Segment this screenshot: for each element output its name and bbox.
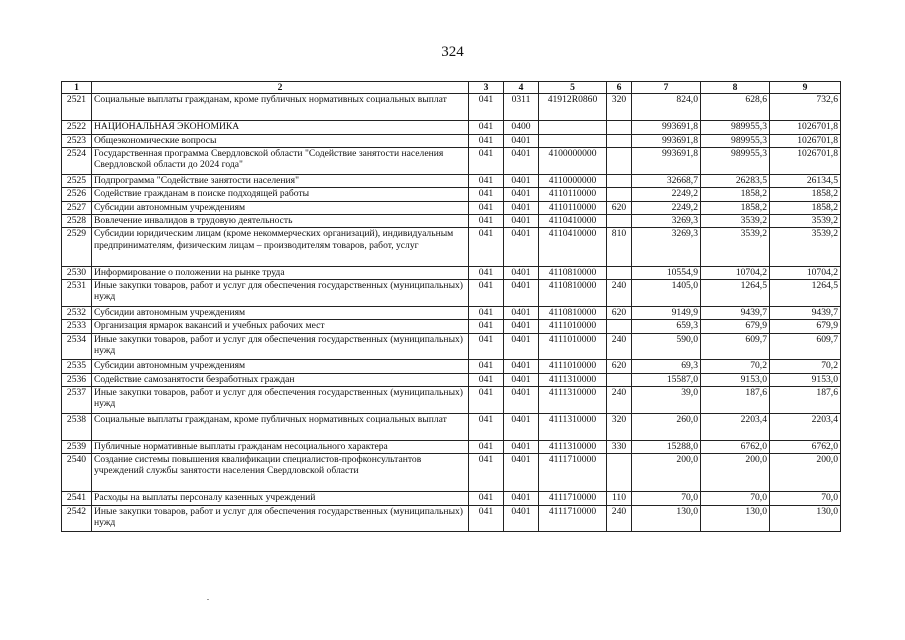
table-row — [62, 228, 841, 266]
header-cell: 8 — [701, 82, 770, 94]
ministry-code-cell: 041 — [469, 94, 504, 121]
budget-table — [61, 81, 841, 532]
table-row — [62, 360, 841, 373]
amount-year3-cell: 130,0 — [770, 505, 841, 532]
section-code-cell: 0401 — [504, 228, 539, 266]
table-row — [62, 440, 841, 453]
expense-type-cell: 620 — [607, 306, 632, 319]
header-cell: 9 — [770, 82, 841, 94]
expense-type-cell: 240 — [607, 387, 632, 414]
ministry-code-cell: 041 — [469, 201, 504, 214]
item-name-cell: Государственная программа Свердловской области "Содействие занятости населения Свердловской области до 2024 года" — [92, 147, 469, 174]
row-number-cell: 2525 — [62, 174, 92, 187]
table-row — [62, 320, 841, 333]
amount-year3-cell: 200,0 — [770, 454, 841, 492]
amount-year2-cell: 3539,2 — [701, 228, 770, 266]
table-row — [62, 94, 841, 121]
row-number-cell: 2541 — [62, 492, 92, 505]
scan-dot — [207, 599, 209, 600]
header-cell: 1 — [62, 82, 92, 94]
table-row — [62, 121, 841, 134]
expense-type-cell: 320 — [607, 413, 632, 440]
target-article-cell: 4110410000 — [539, 214, 607, 227]
item-name-cell: Подпрограмма "Содействие занятости населения" — [92, 174, 469, 187]
amount-year1-cell: 70,0 — [632, 492, 701, 505]
item-name-cell: Субсидии автономным учреждениям — [92, 201, 469, 214]
expense-type-cell: 810 — [607, 228, 632, 266]
amount-year3-cell: 70,2 — [770, 360, 841, 373]
target-article-cell: 4110110000 — [539, 188, 607, 201]
target-article-cell: 4110810000 — [539, 266, 607, 279]
section-code-cell: 0401 — [504, 413, 539, 440]
item-name-cell: НАЦИОНАЛЬНАЯ ЭКОНОМИКА — [92, 121, 469, 134]
row-number-cell: 2539 — [62, 440, 92, 453]
target-article-cell: 4111710000 — [539, 492, 607, 505]
ministry-code-cell: 041 — [469, 279, 504, 306]
section-code-cell: 0401 — [504, 387, 539, 414]
target-article-cell: 41912R0860 — [539, 94, 607, 121]
section-code-cell: 0401 — [504, 440, 539, 453]
expense-type-cell: 240 — [607, 279, 632, 306]
section-code-cell: 0401 — [504, 373, 539, 386]
target-article-cell: 4110410000 — [539, 228, 607, 266]
header-cell: 4 — [504, 82, 539, 94]
section-code-cell: 0401 — [504, 188, 539, 201]
expense-type-cell: 320 — [607, 94, 632, 121]
section-code-cell: 0401 — [504, 214, 539, 227]
amount-year3-cell: 732,6 — [770, 94, 841, 121]
item-name-cell: Субсидии юридическим лицам (кроме некоммерческих организаций), индивидуальным предпринимателям, физическим лицам – производителям товаров, работ, услуг — [92, 228, 469, 266]
amount-year3-cell: 609,7 — [770, 333, 841, 360]
amount-year3-cell: 9153,0 — [770, 373, 841, 386]
table-row — [62, 373, 841, 386]
expense-type-cell — [607, 134, 632, 147]
expense-type-cell — [607, 454, 632, 492]
expense-type-cell: 330 — [607, 440, 632, 453]
ministry-code-cell: 041 — [469, 174, 504, 187]
amount-year1-cell: 130,0 — [632, 505, 701, 532]
target-article-cell: 4111010000 — [539, 360, 607, 373]
item-name-cell: Иные закупки товаров, работ и услуг для обеспечения государственных (муниципальных) нужд — [92, 387, 469, 414]
target-article-cell: 4111310000 — [539, 387, 607, 414]
section-code-cell: 0401 — [504, 306, 539, 319]
amount-year1-cell: 32668,7 — [632, 174, 701, 187]
page-number: 324 — [441, 44, 464, 60]
ministry-code-cell: 041 — [469, 266, 504, 279]
target-article-cell — [539, 121, 607, 134]
item-name-cell: Иные закупки товаров, работ и услуг для обеспечения государственных (муниципальных) нужд — [92, 279, 469, 306]
amount-year1-cell: 260,0 — [632, 413, 701, 440]
amount-year2-cell: 187,6 — [701, 387, 770, 414]
row-number-cell: 2534 — [62, 333, 92, 360]
section-code-cell: 0401 — [504, 147, 539, 174]
table-row — [62, 174, 841, 187]
section-code-cell: 0311 — [504, 94, 539, 121]
row-number-cell: 2523 — [62, 134, 92, 147]
table-row — [62, 214, 841, 227]
item-name-cell: Субсидии автономным учреждениям — [92, 360, 469, 373]
header-cell: 5 — [539, 82, 607, 94]
amount-year1-cell: 3269,3 — [632, 228, 701, 266]
amount-year2-cell: 1264,5 — [701, 279, 770, 306]
expense-type-cell — [607, 373, 632, 386]
expense-type-cell — [607, 188, 632, 201]
table-row — [62, 454, 841, 492]
ministry-code-cell: 041 — [469, 373, 504, 386]
item-name-cell: Создание системы повышения квалификации специалистов-профконсультантов учреждений службы занятости населения Свердловской области — [92, 454, 469, 492]
amount-year3-cell: 9439,7 — [770, 306, 841, 319]
expense-type-cell — [607, 147, 632, 174]
expense-type-cell — [607, 121, 632, 134]
amount-year3-cell: 1858,2 — [770, 188, 841, 201]
section-code-cell: 0401 — [504, 492, 539, 505]
ministry-code-cell: 041 — [469, 306, 504, 319]
ministry-code-cell: 041 — [469, 440, 504, 453]
amount-year2-cell: 679,9 — [701, 320, 770, 333]
amount-year3-cell: 3539,2 — [770, 228, 841, 266]
expense-type-cell — [607, 174, 632, 187]
target-article-cell: 4111010000 — [539, 320, 607, 333]
amount-year1-cell: 2249,2 — [632, 188, 701, 201]
table-row — [62, 279, 841, 306]
section-code-cell: 0401 — [504, 333, 539, 360]
ministry-code-cell: 041 — [469, 147, 504, 174]
expense-type-cell: 240 — [607, 505, 632, 532]
row-number-cell: 2538 — [62, 413, 92, 440]
expense-type-cell — [607, 266, 632, 279]
row-number-cell: 2530 — [62, 266, 92, 279]
table-row — [62, 188, 841, 201]
table-row — [62, 387, 841, 414]
expense-type-cell: 110 — [607, 492, 632, 505]
item-name-cell: Социальные выплаты гражданам, кроме публичных нормативных социальных выплат — [92, 94, 469, 121]
ministry-code-cell: 041 — [469, 492, 504, 505]
item-name-cell: Иные закупки товаров, работ и услуг для обеспечения государственных (муниципальных) нужд — [92, 333, 469, 360]
expense-type-cell — [607, 214, 632, 227]
amount-year1-cell: 10554,9 — [632, 266, 701, 279]
ministry-code-cell: 041 — [469, 214, 504, 227]
table-row — [62, 306, 841, 319]
item-name-cell: Социальные выплаты гражданам, кроме публичных нормативных социальных выплат — [92, 413, 469, 440]
section-code-cell: 0401 — [504, 201, 539, 214]
amount-year1-cell: 1405,0 — [632, 279, 701, 306]
ministry-code-cell: 041 — [469, 505, 504, 532]
amount-year1-cell: 993691,8 — [632, 134, 701, 147]
section-code-cell: 0401 — [504, 320, 539, 333]
target-article-cell: 4111310000 — [539, 413, 607, 440]
amount-year1-cell: 200,0 — [632, 454, 701, 492]
item-name-cell: Общеэкономические вопросы — [92, 134, 469, 147]
expense-type-cell: 620 — [607, 201, 632, 214]
amount-year3-cell: 3539,2 — [770, 214, 841, 227]
amount-year2-cell: 70,0 — [701, 492, 770, 505]
amount-year2-cell: 70,2 — [701, 360, 770, 373]
header-cell: 2 — [92, 82, 469, 94]
table-row — [62, 134, 841, 147]
row-number-cell: 2526 — [62, 188, 92, 201]
section-code-cell: 0401 — [504, 134, 539, 147]
ministry-code-cell: 041 — [469, 454, 504, 492]
amount-year3-cell: 679,9 — [770, 320, 841, 333]
section-code-cell: 0401 — [504, 279, 539, 306]
header-row — [62, 82, 841, 94]
amount-year3-cell: 1026701,8 — [770, 121, 841, 134]
ministry-code-cell: 041 — [469, 387, 504, 414]
target-article-cell: 4110110000 — [539, 201, 607, 214]
table-row — [62, 505, 841, 532]
amount-year2-cell: 130,0 — [701, 505, 770, 532]
ministry-code-cell: 041 — [469, 188, 504, 201]
amount-year1-cell: 69,3 — [632, 360, 701, 373]
amount-year1-cell: 993691,8 — [632, 121, 701, 134]
row-number-cell: 2524 — [62, 147, 92, 174]
row-number-cell: 2529 — [62, 228, 92, 266]
item-name-cell: Вовлечение инвалидов в трудовую деятельность — [92, 214, 469, 227]
amount-year1-cell: 3269,3 — [632, 214, 701, 227]
table-row — [62, 413, 841, 440]
section-code-cell: 0400 — [504, 121, 539, 134]
amount-year3-cell: 26134,5 — [770, 174, 841, 187]
row-number-cell: 2528 — [62, 214, 92, 227]
amount-year2-cell: 2203,4 — [701, 413, 770, 440]
header-cell: 3 — [469, 82, 504, 94]
table-row — [62, 147, 841, 174]
amount-year2-cell: 6762,0 — [701, 440, 770, 453]
amount-year3-cell: 1858,2 — [770, 201, 841, 214]
amount-year3-cell: 1026701,8 — [770, 147, 841, 174]
amount-year1-cell: 824,0 — [632, 94, 701, 121]
amount-year3-cell: 10704,2 — [770, 266, 841, 279]
item-name-cell: Иные закупки товаров, работ и услуг для обеспечения государственных (муниципальных) нужд — [92, 505, 469, 532]
section-code-cell: 0401 — [504, 360, 539, 373]
amount-year2-cell: 26283,5 — [701, 174, 770, 187]
amount-year2-cell: 609,7 — [701, 333, 770, 360]
amount-year1-cell: 9149,9 — [632, 306, 701, 319]
row-number-cell: 2531 — [62, 279, 92, 306]
table-row — [62, 333, 841, 360]
section-code-cell: 0401 — [504, 174, 539, 187]
target-article-cell: 4111010000 — [539, 333, 607, 360]
row-number-cell: 2532 — [62, 306, 92, 319]
amount-year1-cell: 39,0 — [632, 387, 701, 414]
amount-year1-cell: 15288,0 — [632, 440, 701, 453]
item-name-cell: Организация ярмарок вакансий и учебных рабочих мест — [92, 320, 469, 333]
amount-year2-cell: 200,0 — [701, 454, 770, 492]
target-article-cell: 4110000000 — [539, 174, 607, 187]
amount-year3-cell: 2203,4 — [770, 413, 841, 440]
item-name-cell: Публичные нормативные выплаты гражданам несоциального характера — [92, 440, 469, 453]
ministry-code-cell: 041 — [469, 360, 504, 373]
target-article-cell: 4111710000 — [539, 454, 607, 492]
section-code-cell: 0401 — [504, 454, 539, 492]
amount-year1-cell: 2249,2 — [632, 201, 701, 214]
row-number-cell: 2542 — [62, 505, 92, 532]
amount-year1-cell: 659,3 — [632, 320, 701, 333]
header-cell: 6 — [607, 82, 632, 94]
amount-year1-cell: 993691,8 — [632, 147, 701, 174]
ministry-code-cell: 041 — [469, 134, 504, 147]
target-article-cell: 4100000000 — [539, 147, 607, 174]
ministry-code-cell: 041 — [469, 228, 504, 266]
expense-type-cell: 240 — [607, 333, 632, 360]
ministry-code-cell: 041 — [469, 121, 504, 134]
target-article-cell: 4111710000 — [539, 505, 607, 532]
amount-year2-cell: 1858,2 — [701, 188, 770, 201]
amount-year3-cell: 187,6 — [770, 387, 841, 414]
row-number-cell: 2535 — [62, 360, 92, 373]
row-number-cell: 2537 — [62, 387, 92, 414]
item-name-cell: Субсидии автономным учреждениям — [92, 306, 469, 319]
amount-year2-cell: 9153,0 — [701, 373, 770, 386]
amount-year2-cell: 989955,3 — [701, 134, 770, 147]
target-article-cell — [539, 134, 607, 147]
item-name-cell: Содействие самозанятости безработных граждан — [92, 373, 469, 386]
amount-year1-cell: 590,0 — [632, 333, 701, 360]
row-number-cell: 2540 — [62, 454, 92, 492]
amount-year2-cell: 10704,2 — [701, 266, 770, 279]
section-code-cell: 0401 — [504, 266, 539, 279]
row-number-cell: 2522 — [62, 121, 92, 134]
target-article-cell: 4110810000 — [539, 306, 607, 319]
item-name-cell: Расходы на выплаты персоналу казенных учреждений — [92, 492, 469, 505]
row-number-cell: 2527 — [62, 201, 92, 214]
ministry-code-cell: 041 — [469, 413, 504, 440]
amount-year1-cell: 15587,0 — [632, 373, 701, 386]
item-name-cell: Информирование о положении на рынке труда — [92, 266, 469, 279]
target-article-cell: 4111310000 — [539, 440, 607, 453]
ministry-code-cell: 041 — [469, 320, 504, 333]
table-row — [62, 492, 841, 505]
table-row — [62, 266, 841, 279]
target-article-cell: 4110810000 — [539, 279, 607, 306]
section-code-cell: 0401 — [504, 505, 539, 532]
amount-year3-cell: 6762,0 — [770, 440, 841, 453]
target-article-cell: 4111310000 — [539, 373, 607, 386]
amount-year2-cell: 9439,7 — [701, 306, 770, 319]
amount-year2-cell: 1858,2 — [701, 201, 770, 214]
expense-type-cell: 620 — [607, 360, 632, 373]
item-name-cell: Содействие гражданам в поиске подходящей работы — [92, 188, 469, 201]
header-cell: 7 — [632, 82, 701, 94]
row-number-cell: 2533 — [62, 320, 92, 333]
row-number-cell: 2521 — [62, 94, 92, 121]
amount-year2-cell: 628,6 — [701, 94, 770, 121]
expense-type-cell — [607, 320, 632, 333]
amount-year2-cell: 989955,3 — [701, 121, 770, 134]
ministry-code-cell: 041 — [469, 333, 504, 360]
amount-year2-cell: 3539,2 — [701, 214, 770, 227]
amount-year3-cell: 70,0 — [770, 492, 841, 505]
amount-year2-cell: 989955,3 — [701, 147, 770, 174]
amount-year3-cell: 1264,5 — [770, 279, 841, 306]
row-number-cell: 2536 — [62, 373, 92, 386]
amount-year3-cell: 1026701,8 — [770, 134, 841, 147]
table-row — [62, 201, 841, 214]
